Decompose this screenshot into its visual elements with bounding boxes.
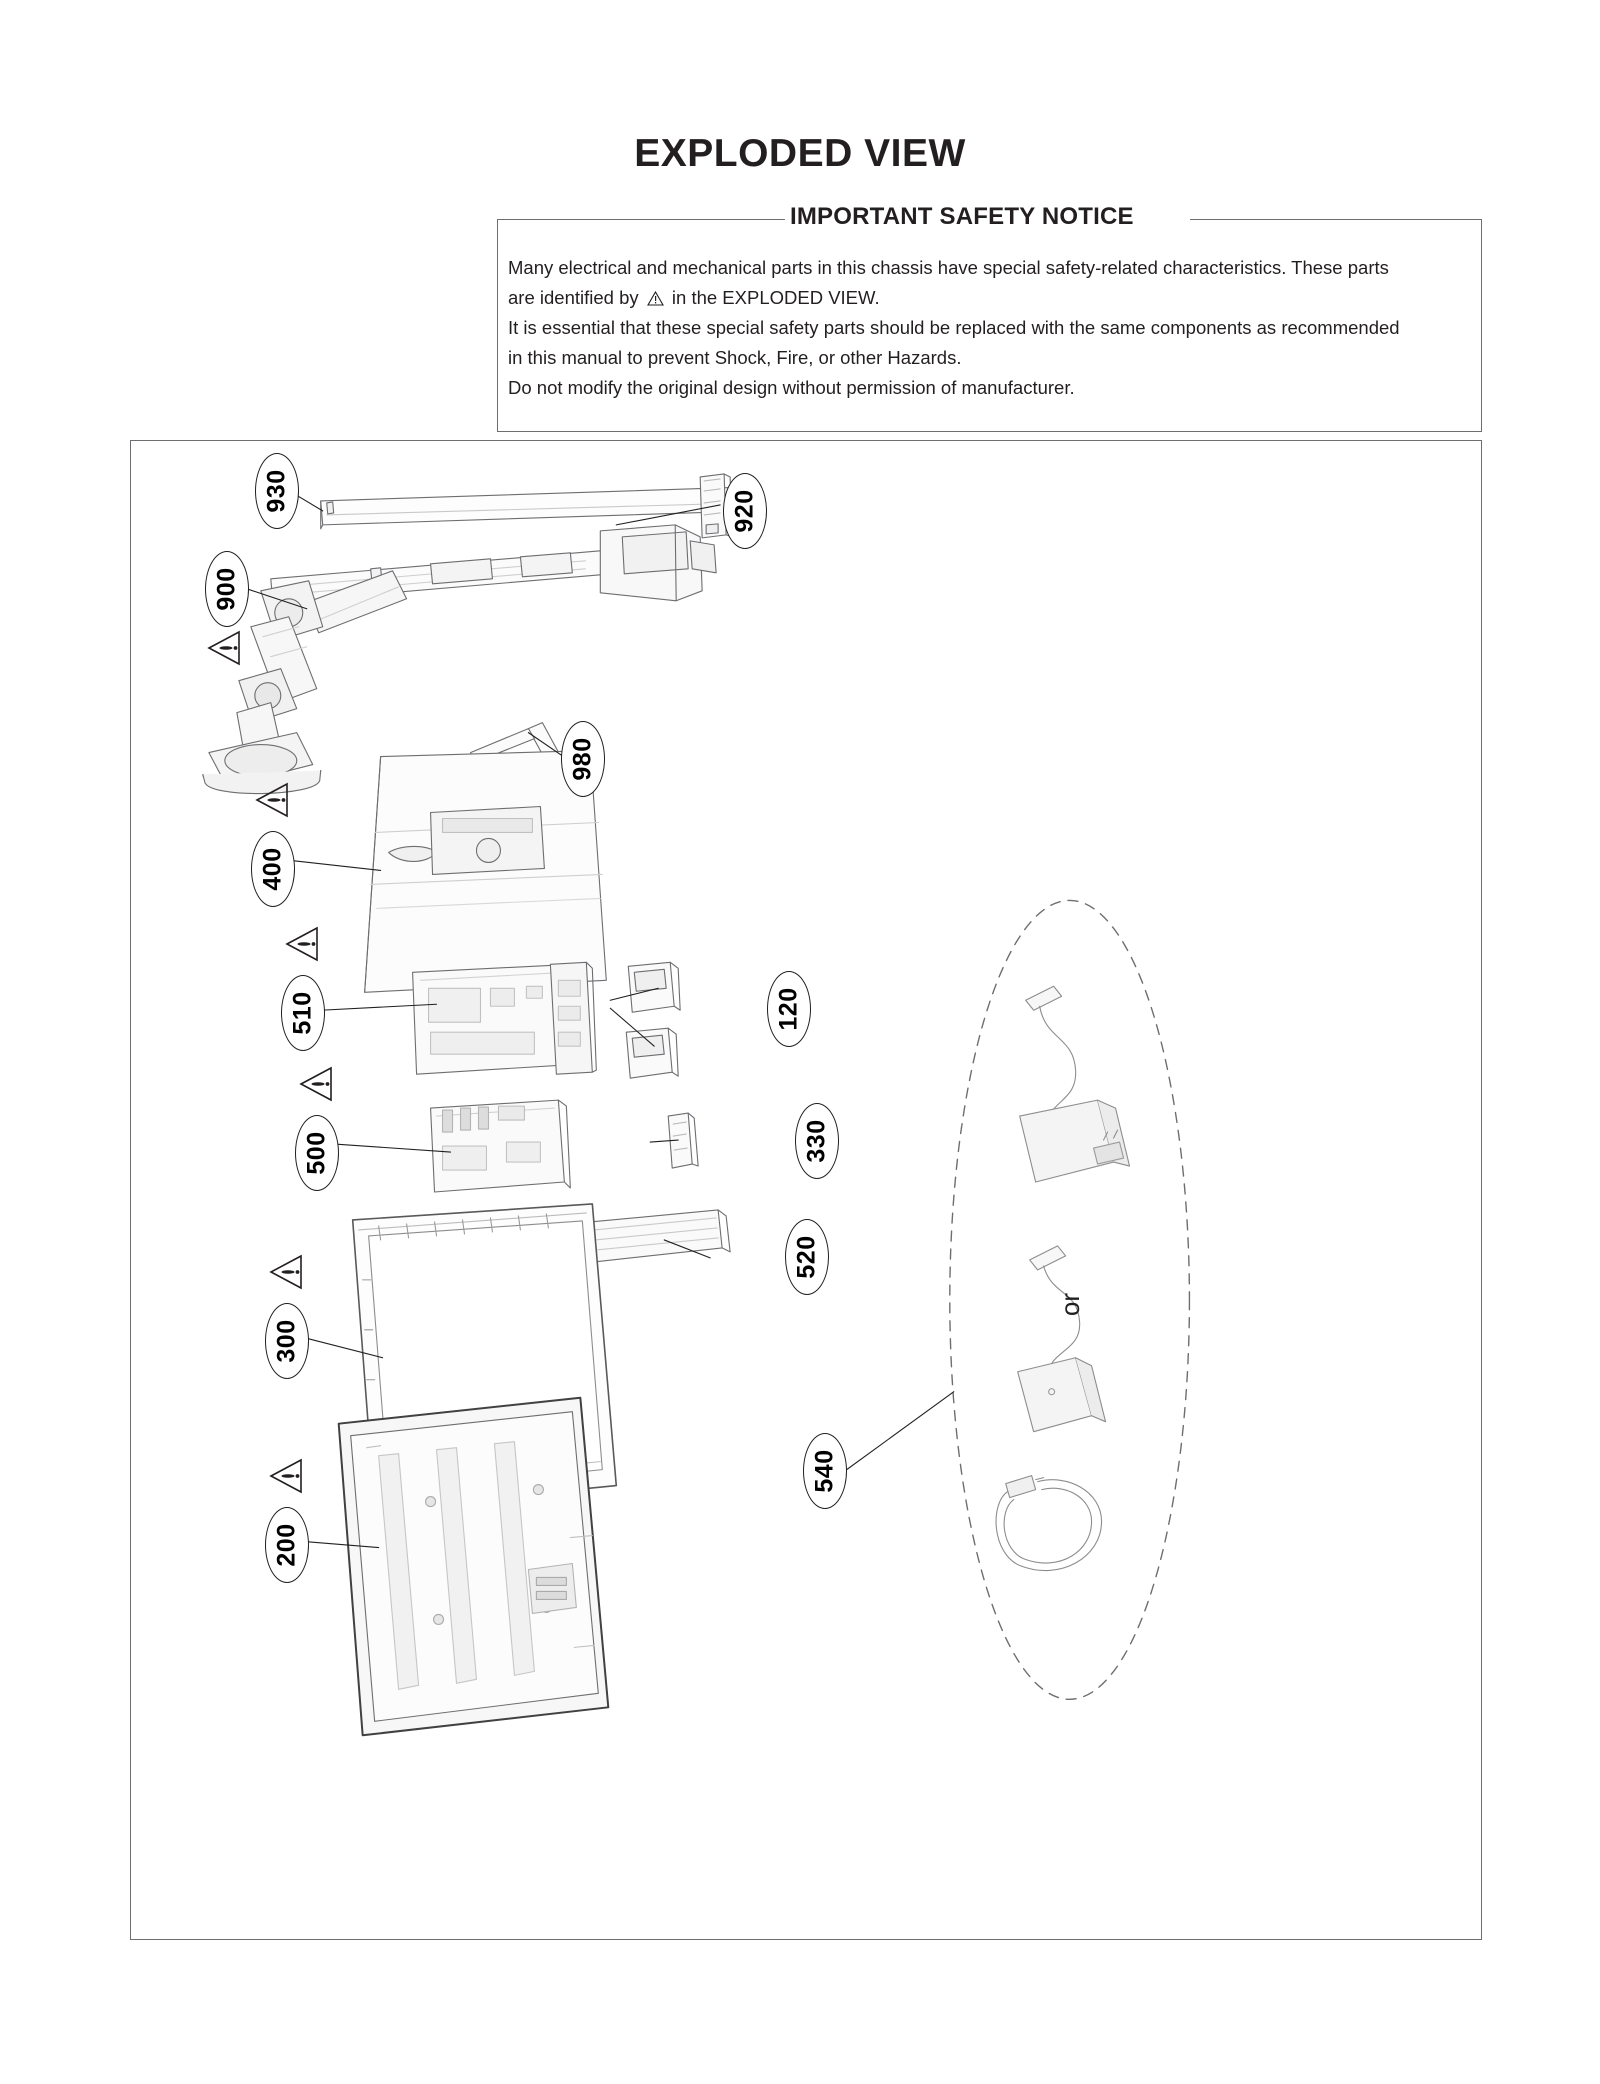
part-510-main-pcb xyxy=(413,962,597,1074)
part-500-power-pcb xyxy=(431,1100,571,1192)
warning-triangle-icon-900 xyxy=(207,629,241,667)
warning-triangle-icon-510 xyxy=(285,925,319,963)
part-900-monitor-arm xyxy=(203,525,716,794)
part-120-connector-covers xyxy=(626,962,680,1078)
exploded-view-diagram xyxy=(130,440,1482,1940)
callout-500[interactable]: 500 xyxy=(295,1115,339,1191)
warning-triangle-icon xyxy=(647,285,664,300)
callout-540[interactable]: 540 xyxy=(803,1433,847,1509)
callout-930[interactable]: 930 xyxy=(255,453,299,529)
safety-notice-title: IMPORTANT SAFETY NOTICE xyxy=(790,203,1134,230)
part-930-cover-bar xyxy=(321,487,752,529)
callout-980[interactable]: 980 xyxy=(561,721,605,797)
warning-triangle-icon-500 xyxy=(299,1065,333,1103)
safety-notice-body xyxy=(508,253,1473,403)
warning-triangle-icon-200 xyxy=(269,1457,303,1495)
page-title: EXPLODED VIEW xyxy=(634,132,966,175)
diagram-artwork xyxy=(131,441,1481,1939)
callout-520[interactable]: 520 xyxy=(785,1219,829,1295)
callout-920[interactable]: 920 xyxy=(723,473,767,549)
part-200-lcd-panel xyxy=(339,1398,609,1736)
or-separator-label: or xyxy=(1055,1292,1086,1317)
notice-line-3: It is essential that these special safety parts should be replaced with the same components as recommended xyxy=(508,317,1400,338)
callout-900[interactable]: 900 xyxy=(205,551,249,627)
warning-triangle-icon-300 xyxy=(269,1253,303,1291)
callout-400[interactable]: 400 xyxy=(251,831,295,907)
part-520-bracket-bar xyxy=(590,1210,730,1262)
notice-line-1: Many electrical and mechanical parts in this chassis have special safety-related characteristics. These parts xyxy=(508,257,1389,278)
callout-200[interactable]: 200 xyxy=(265,1507,309,1583)
notice-line-2-post: in the EXPLODED VIEW. xyxy=(671,287,880,308)
warning-triangle-icon-400 xyxy=(255,781,289,819)
callout-120[interactable]: 120 xyxy=(767,971,811,1047)
callout-510[interactable]: 510 xyxy=(281,975,325,1051)
callout-330[interactable]: 330 xyxy=(795,1103,839,1179)
notice-line-4: in this manual to prevent Shock, Fire, or other Hazards. xyxy=(508,347,962,368)
callout-300[interactable]: 300 xyxy=(265,1303,309,1379)
notice-line-2-pre: are identified by xyxy=(508,287,639,308)
notice-line-2 xyxy=(508,283,1473,313)
notice-line-5: Do not modify the original design without permission of manufacturer. xyxy=(508,377,1075,398)
